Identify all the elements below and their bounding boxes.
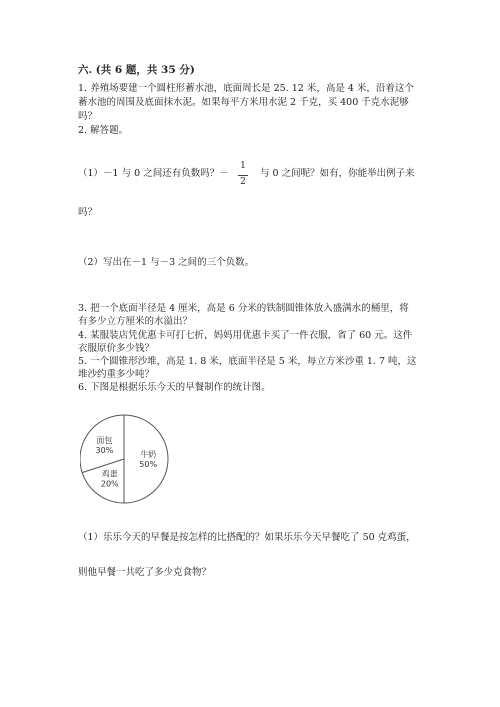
- question-2-part1-after: 与 0 之间呢？如有，你能举出例子来: [260, 168, 415, 179]
- pie-slice-label: 牛奶: [140, 450, 157, 459]
- question-3-line-1: 3. 把一个底面半径是 4 厘米，高是 6 分米的铁制圆锥体放入盛满水的桶里，将: [78, 303, 409, 314]
- breakfast-pie-chart: [80, 410, 190, 510]
- question-2-title: 2. 解答题。: [78, 125, 129, 136]
- pie-slice-value: 30%: [95, 445, 114, 455]
- question-1-line-1: 1. 养殖场要建一个圆柱形蓄水池，底面周长是 25. 12 米，高是 4 米，沿着这个: [78, 83, 414, 94]
- pie-slice-value: 50%: [139, 460, 158, 469]
- question-6-sub1-line-1: （1）乐乐今天的早餐是按怎样的比搭配的？如果乐乐今天早餐吃了 50 克鸡蛋，: [78, 532, 416, 543]
- question-2-part2: （2）写出在－1 与－3 之间的三个负数。: [78, 257, 255, 268]
- question-5-line-1: 5. 一个圆锥形沙堆，高是 1. 8 米，底面半径是 5 米，每立方米沙重 1. 7 吨，这: [78, 356, 417, 367]
- question-1-line-3: 吗？: [78, 111, 98, 122]
- question-4-line-2: 衣服原价多少钱？: [78, 343, 155, 354]
- question-2-part1-cont: 吗？: [78, 207, 98, 218]
- question-6-sub1-line-2: 则他早餐一共吃了多少克食物？: [78, 567, 212, 578]
- fraction-denominator: 2: [240, 177, 246, 187]
- pie-slice-value: 20%: [100, 479, 119, 489]
- question-5-line-2: 堆沙约重多少吨？: [78, 369, 155, 380]
- question-3-line-2: 有多少立方厘米的水溢出？: [78, 316, 193, 327]
- question-1-line-2: 蓄水池的周围及底面抹水泥。如果每平方米用水泥 2 千克，买 400 千克水泥够: [78, 97, 409, 108]
- question-2-part1-before: （1）－1 与 0 之间还有负数吗？－: [78, 168, 229, 179]
- fraction-numerator: 1: [240, 161, 246, 171]
- section-title: 六. (共 6 题，共 35 分): [78, 64, 195, 76]
- fraction-bar: [238, 175, 248, 176]
- question-6-title: 6. 下图是根据乐乐今天的早餐制作的统计图。: [78, 382, 271, 393]
- question-4-line-1: 4. 某服装店凭优惠卡可打七折，妈妈用优惠卡买了一件衣服，省了 60 元。这件: [78, 330, 413, 341]
- pie-slice-label: 鸡蛋: [101, 469, 118, 479]
- pie-slice-label: 面包: [96, 435, 113, 445]
